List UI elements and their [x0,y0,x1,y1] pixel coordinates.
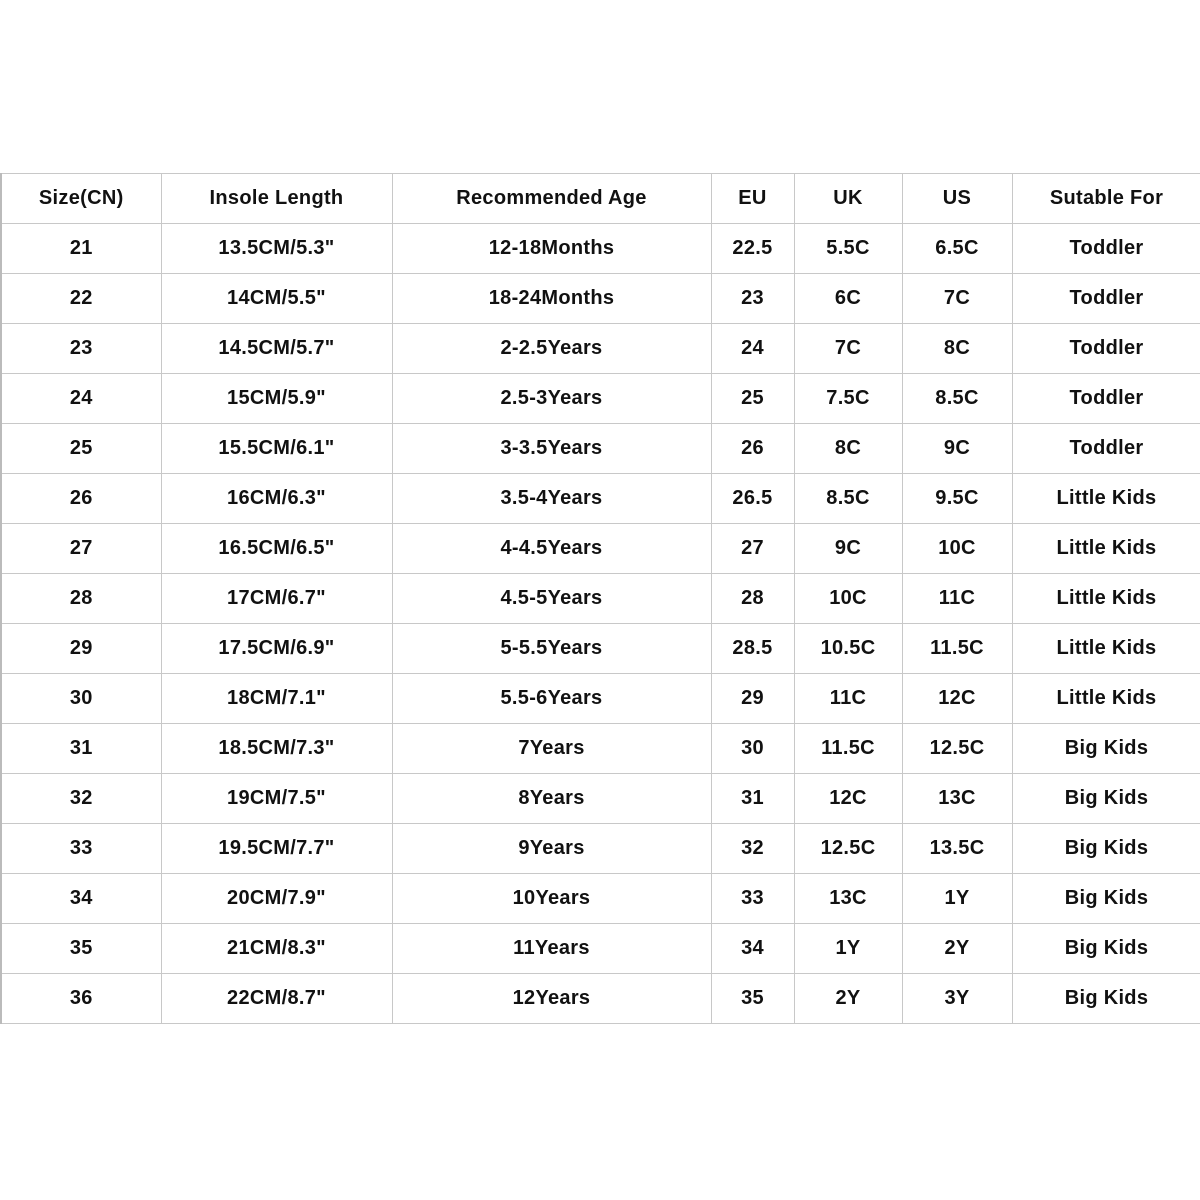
table-cell: Toddler [1012,424,1200,474]
table-cell: Toddler [1012,374,1200,424]
table-cell: 11C [794,674,902,724]
table-row [1,624,1200,674]
table-cell: Little Kids [1012,624,1200,674]
table-row [1,874,1200,924]
table-cell: 26 [711,424,794,474]
table-cell: 25 [1,424,161,474]
column-header: Insole Length [161,174,392,224]
table-cell: Little Kids [1012,574,1200,624]
table-cell: 19.5CM/7.7" [161,824,392,874]
table-cell: Big Kids [1012,974,1200,1024]
column-header: Size(CN) [1,174,161,224]
table-cell: Toddler [1012,324,1200,374]
table-cell: 8Years [392,774,711,824]
table-cell: 4.5-5Years [392,574,711,624]
table-cell: 18CM/7.1" [161,674,392,724]
table-cell: 11.5C [902,624,1012,674]
table-cell: 12.5C [902,724,1012,774]
table-row [1,724,1200,774]
header-row [1,174,1200,224]
table-row [1,374,1200,424]
table-cell: 22.5 [711,224,794,274]
table-cell: 34 [1,874,161,924]
table-cell: 12Years [392,974,711,1024]
table-cell: Little Kids [1012,474,1200,524]
table-cell: 1Y [902,874,1012,924]
table-cell: 6.5C [902,224,1012,274]
table-cell: 11.5C [794,724,902,774]
table-cell: 16.5CM/6.5" [161,524,392,574]
table-cell: 22 [1,274,161,324]
table-cell: 13.5C [902,824,1012,874]
table-cell: 3-3.5Years [392,424,711,474]
table-row [1,224,1200,274]
column-header: UK [794,174,902,224]
table-cell: 14CM/5.5" [161,274,392,324]
table-cell: 34 [711,924,794,974]
table-cell: 7.5C [794,374,902,424]
table-cell: 35 [1,924,161,974]
table-cell: 18-24Months [392,274,711,324]
table-cell: 30 [711,724,794,774]
table-cell: 36 [1,974,161,1024]
table-cell: 12C [902,674,1012,724]
table-cell: Toddler [1012,224,1200,274]
table-cell: 5.5C [794,224,902,274]
table-cell: 2Y [902,924,1012,974]
table-cell: Big Kids [1012,824,1200,874]
table-cell: 14.5CM/5.7" [161,324,392,374]
table-cell: 8.5C [794,474,902,524]
table-cell: 16CM/6.3" [161,474,392,524]
table-cell: 11Years [392,924,711,974]
table-cell: 19CM/7.5" [161,774,392,824]
column-header: EU [711,174,794,224]
table-cell: 29 [711,674,794,724]
table-cell: 21CM/8.3" [161,924,392,974]
table-cell: Big Kids [1012,924,1200,974]
table-row [1,574,1200,624]
table-cell: 10Years [392,874,711,924]
table-row [1,924,1200,974]
table-cell: 8C [794,424,902,474]
table-cell: 3Y [902,974,1012,1024]
table-cell: 33 [711,874,794,924]
table-row [1,274,1200,324]
table-cell: 13C [902,774,1012,824]
table-cell: 5-5.5Years [392,624,711,674]
table-cell: 7Years [392,724,711,774]
table-cell: 7C [902,274,1012,324]
table-cell: 28 [1,574,161,624]
table-cell: 17CM/6.7" [161,574,392,624]
table-cell: 5.5-6Years [392,674,711,724]
table-cell: 13.5CM/5.3" [161,224,392,274]
column-header: Recommended Age [392,174,711,224]
table-cell: 26.5 [711,474,794,524]
table-cell: Big Kids [1012,874,1200,924]
table-cell: 2Y [794,974,902,1024]
table-cell: 12.5C [794,824,902,874]
table-cell: 32 [1,774,161,824]
table-cell: 1Y [794,924,902,974]
table-cell: 27 [711,524,794,574]
table-cell: 3.5-4Years [392,474,711,524]
table-cell: Toddler [1012,274,1200,324]
table-cell: 23 [1,324,161,374]
table-cell: 20CM/7.9" [161,874,392,924]
table-cell: 4-4.5Years [392,524,711,574]
table-cell: 24 [711,324,794,374]
table-cell: 12-18Months [392,224,711,274]
table-cell: 23 [711,274,794,324]
table-cell: 35 [711,974,794,1024]
table-cell: 28.5 [711,624,794,674]
table-cell: 15.5CM/6.1" [161,424,392,474]
column-header: Sutable For [1012,174,1200,224]
table-cell: 12C [794,774,902,824]
table-cell: 11C [902,574,1012,624]
table-cell: 9Years [392,824,711,874]
table-cell: 28 [711,574,794,624]
table-row [1,974,1200,1024]
table-row [1,774,1200,824]
table-cell: Big Kids [1012,724,1200,774]
table-row [1,324,1200,374]
table-cell: Little Kids [1012,524,1200,574]
table-cell: 22CM/8.7" [161,974,392,1024]
size-chart-table [0,173,1200,1024]
table-row [1,474,1200,524]
table-cell: 31 [1,724,161,774]
table-cell: 7C [794,324,902,374]
column-header: US [902,174,1012,224]
table-cell: 30 [1,674,161,724]
table-row [1,674,1200,724]
table-cell: 13C [794,874,902,924]
table-cell: 32 [711,824,794,874]
table-row [1,424,1200,474]
table-row [1,824,1200,874]
table-cell: 26 [1,474,161,524]
table-cell: 8C [902,324,1012,374]
table-row [1,524,1200,574]
table-cell: 6C [794,274,902,324]
table-cell: 25 [711,374,794,424]
table-cell: 9C [794,524,902,574]
table-cell: 29 [1,624,161,674]
table-cell: 15CM/5.9" [161,374,392,424]
table-cell: 27 [1,524,161,574]
table-cell: 17.5CM/6.9" [161,624,392,674]
table-cell: 2-2.5Years [392,324,711,374]
table-cell: 33 [1,824,161,874]
table-cell: Little Kids [1012,674,1200,724]
table-cell: 9C [902,424,1012,474]
table-cell: 8.5C [902,374,1012,424]
table-cell: 9.5C [902,474,1012,524]
table-cell: 24 [1,374,161,424]
table-cell: 10C [794,574,902,624]
table-cell: 18.5CM/7.3" [161,724,392,774]
table-cell: 31 [711,774,794,824]
table-cell: 10C [902,524,1012,574]
table-cell: 10.5C [794,624,902,674]
table-cell: 2.5-3Years [392,374,711,424]
table-cell: Big Kids [1012,774,1200,824]
table-cell: 21 [1,224,161,274]
